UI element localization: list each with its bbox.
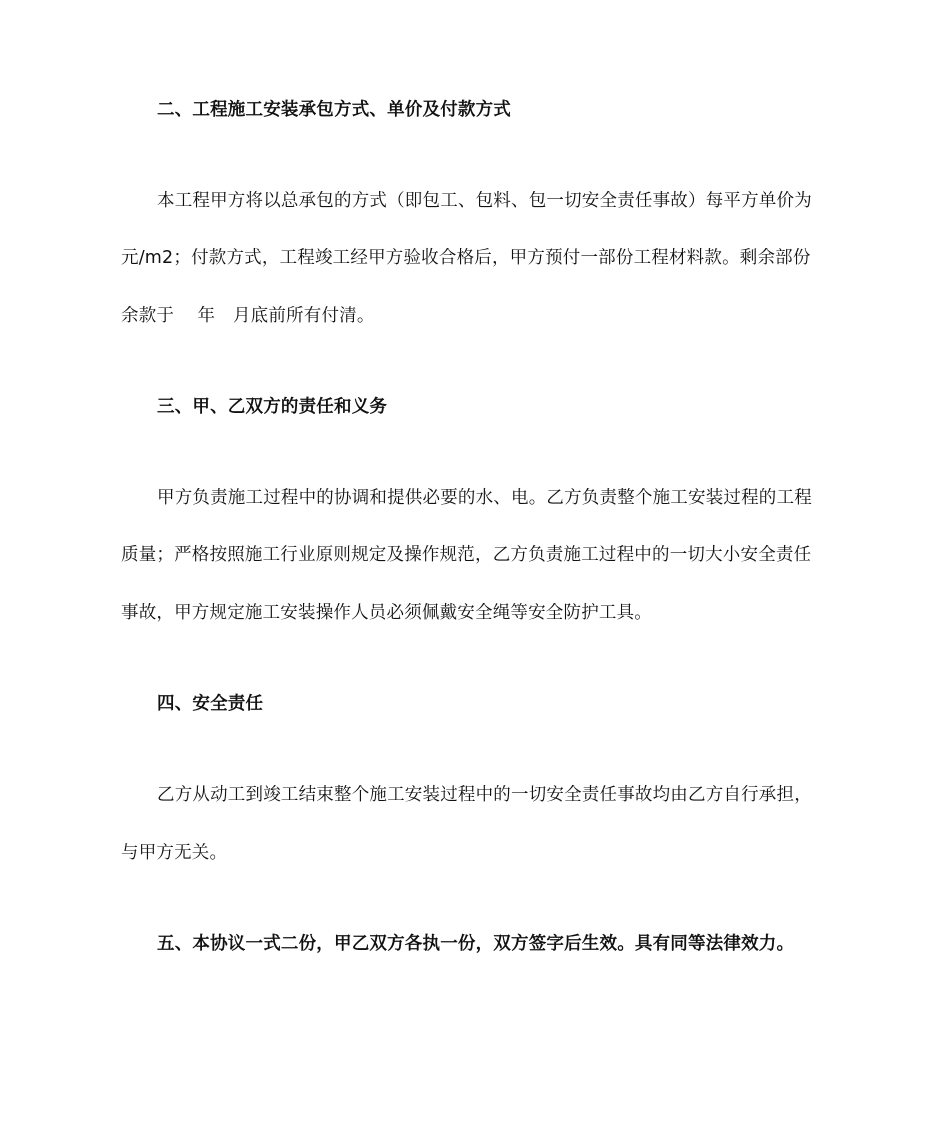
section-heading-agreement-copies: 五、本协议一式二份，甲乙双方各执一份，双方签字后生效。具有同等法律效力。: [157, 934, 795, 954]
paragraph-line: 乙方从动工到竣工结束整个施工安装过程中的一切安全责任事故均由乙方自行承担，: [157, 785, 812, 805]
paragraph-line: 事故，甲方规定施工安装操作人员必须佩戴安全绳等安全防护工具。: [121, 603, 652, 623]
section-heading-responsibilities: 三、甲、乙双方的责任和义务: [157, 397, 388, 417]
paragraph-line: 质量；严格按照施工行业原则规定及操作规范，乙方负责施工过程中的一切大小安全责任: [121, 545, 812, 565]
section-heading-contract-method: 二、工程施工安装承包方式、单价及付款方式: [157, 100, 511, 120]
paragraph-line: 与甲方无关。: [121, 843, 228, 863]
paragraph-line: 甲方负责施工过程中的协调和提供必要的水、电。乙方负责整个施工安装过程的工程: [157, 488, 812, 508]
paragraph-line: 余款于 年 月底前所有付清。: [121, 306, 375, 326]
paragraph-line: 元/m2；付款方式，工程竣工经甲方验收合格后，甲方预付一部份工程材料款。剩余部份: [121, 248, 811, 268]
paragraph-line: 本工程甲方将以总承包的方式（即包工、包料、包一切安全责任事故）每平方单价为: [157, 191, 812, 211]
section-heading-safety: 四、安全责任: [157, 694, 264, 714]
